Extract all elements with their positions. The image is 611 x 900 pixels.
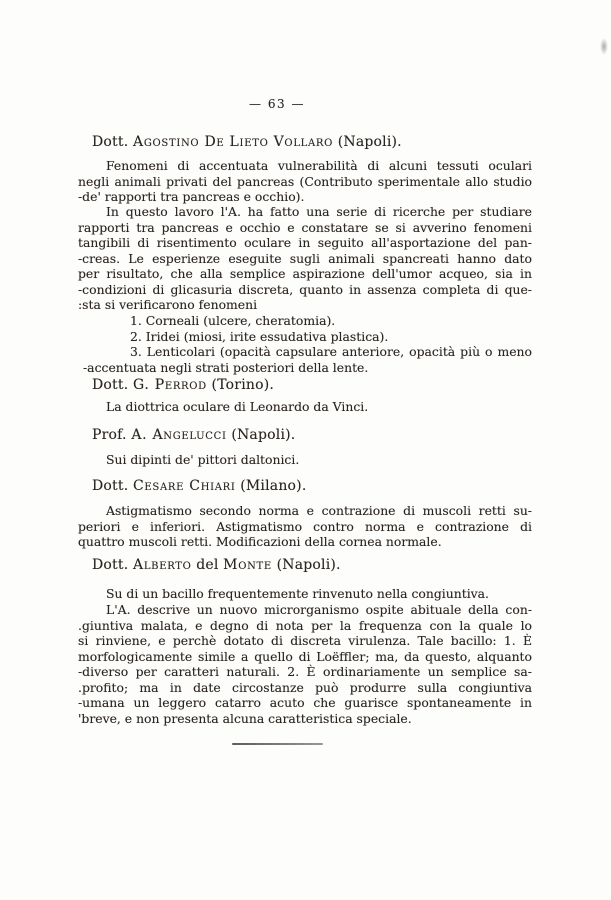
heading-city-suffix: (Napoli). xyxy=(271,557,341,573)
text-line: negli animali privati del pancreas (Contributo sperimentale allo studio xyxy=(78,173,532,189)
numbered-list xyxy=(78,313,532,375)
author-heading-del-monte xyxy=(92,556,532,574)
abstract-paragraph xyxy=(78,158,532,205)
abstract-paragraph xyxy=(78,204,532,313)
abstract-paragraph xyxy=(78,586,532,602)
text-line: Su di un bacillo frequentemente rinvenuto nella congiuntiva. xyxy=(106,586,489,601)
text-line: Sui dipinti de' pittori daltonici. xyxy=(106,452,300,467)
author-heading-chiari xyxy=(92,477,532,495)
author-name: A. Angelucci xyxy=(131,427,227,443)
text-line: periori e inferiori. Astigmatismo contro norma e contrazione di xyxy=(78,518,532,534)
heading-title-prefix: Dott. xyxy=(92,478,134,494)
abstract-paragraph xyxy=(78,399,532,415)
heading-title-prefix: Dott. xyxy=(92,134,134,150)
text-line: rapporti tra pancreas e occhio e constatare se si avverino fenomeni xyxy=(78,219,532,235)
text-line: -creas. Le esperienze eseguite sugli animali spancreati hanno dato xyxy=(78,250,532,266)
abstract-paragraph xyxy=(78,503,532,550)
heading-title-prefix: Prof. xyxy=(92,427,132,443)
author-surname: Monte xyxy=(223,557,272,573)
text-line: Fenomeni di accentuata vulnerabilità di alcuni tessuti oculari xyxy=(106,158,532,173)
heading-city-suffix: (Milano). xyxy=(235,478,307,494)
list-item: 3. Lenticolari (opacità capsulare anteriore, opacità più o meno xyxy=(130,344,532,359)
text-line: si rinviene, e perchè dotato di discreta virulenza. Tale bacillo: 1. È xyxy=(78,633,532,648)
section-divider-rule xyxy=(232,743,323,745)
author-name: G. Perrod xyxy=(133,377,207,393)
author-heading-de-lieto-vollaro xyxy=(92,133,532,151)
heading-city-suffix: (Napoli). xyxy=(226,427,296,443)
list-item: 2. Iridei (miosi, irite essudativa plastica). xyxy=(130,328,389,344)
author-name: Agostino De Lieto Vollaro xyxy=(133,134,334,150)
text-line: Astigmatismo secondo norma e contrazione di muscoli retti su- xyxy=(106,503,532,518)
text-line: .giuntiva malata, e degno di nota per la frequenza con la quale lo xyxy=(78,617,532,633)
abstract-paragraph xyxy=(78,452,532,468)
heading-name-connector: del xyxy=(191,557,224,573)
text-line: :sta si verificarono fenomeni xyxy=(78,297,258,312)
heading-title-prefix: Dott. xyxy=(92,377,134,393)
text-line: L'A. descrive un nuovo microrganismo ospite abituale della con- xyxy=(106,602,532,617)
author-name: Cesare Chiari xyxy=(133,478,236,494)
text-line: 'breve, e non presenta alcuna caratteristica speciale. xyxy=(78,710,412,726)
text-line: La diottrica oculare di Leonardo da Vinci. xyxy=(106,399,369,414)
text-line: morfologicamente simile a quello di Loëffler; ma, da questo, alquanto xyxy=(78,648,532,664)
author-heading-angelucci xyxy=(92,426,532,444)
author-heading-perrod xyxy=(92,376,532,394)
text-line: per risultato, che alla semplice aspirazione dell'umor acqueo, sia in xyxy=(78,266,532,281)
author-name: Alberto xyxy=(133,557,192,573)
text-line: -diverso per caratteri naturali. 2. È ordinariamente un semplice sa- xyxy=(78,664,532,679)
text-line: In questo lavoro l'A. ha fatto una serie di ricerche per studiare xyxy=(106,204,532,219)
text-line: -umana un leggero catarro acuto che guarisce spontaneamente in xyxy=(78,695,532,710)
list-item: 1. Corneali (ulcere, cheratomia). xyxy=(130,313,336,328)
heading-city-suffix: (Torino). xyxy=(206,377,275,393)
abstract-paragraph xyxy=(78,602,532,726)
text-line: tangibili di risentimento oculare in seguito all'asportazione del pan- xyxy=(78,235,532,250)
page-number: — 63 — xyxy=(249,97,305,111)
text-line: .profito; ma in date circostanze può produrre sulla congiuntiva xyxy=(78,679,532,695)
text-line: quattro muscoli retti. Modificazioni della cornea normale. xyxy=(78,534,442,549)
list-item-continuation: -accentuata negli strati posteriori della lente. xyxy=(83,359,369,375)
heading-title-prefix: Dott. xyxy=(92,557,134,573)
scan-smudge xyxy=(600,38,608,55)
text-line: -de' rapporti tra pancreas e occhio). xyxy=(78,189,305,204)
heading-city-suffix: (Napoli). xyxy=(333,134,402,150)
text-line: -condizioni di glicasuria discreta, quanto in assenza completa di que- xyxy=(78,281,532,297)
